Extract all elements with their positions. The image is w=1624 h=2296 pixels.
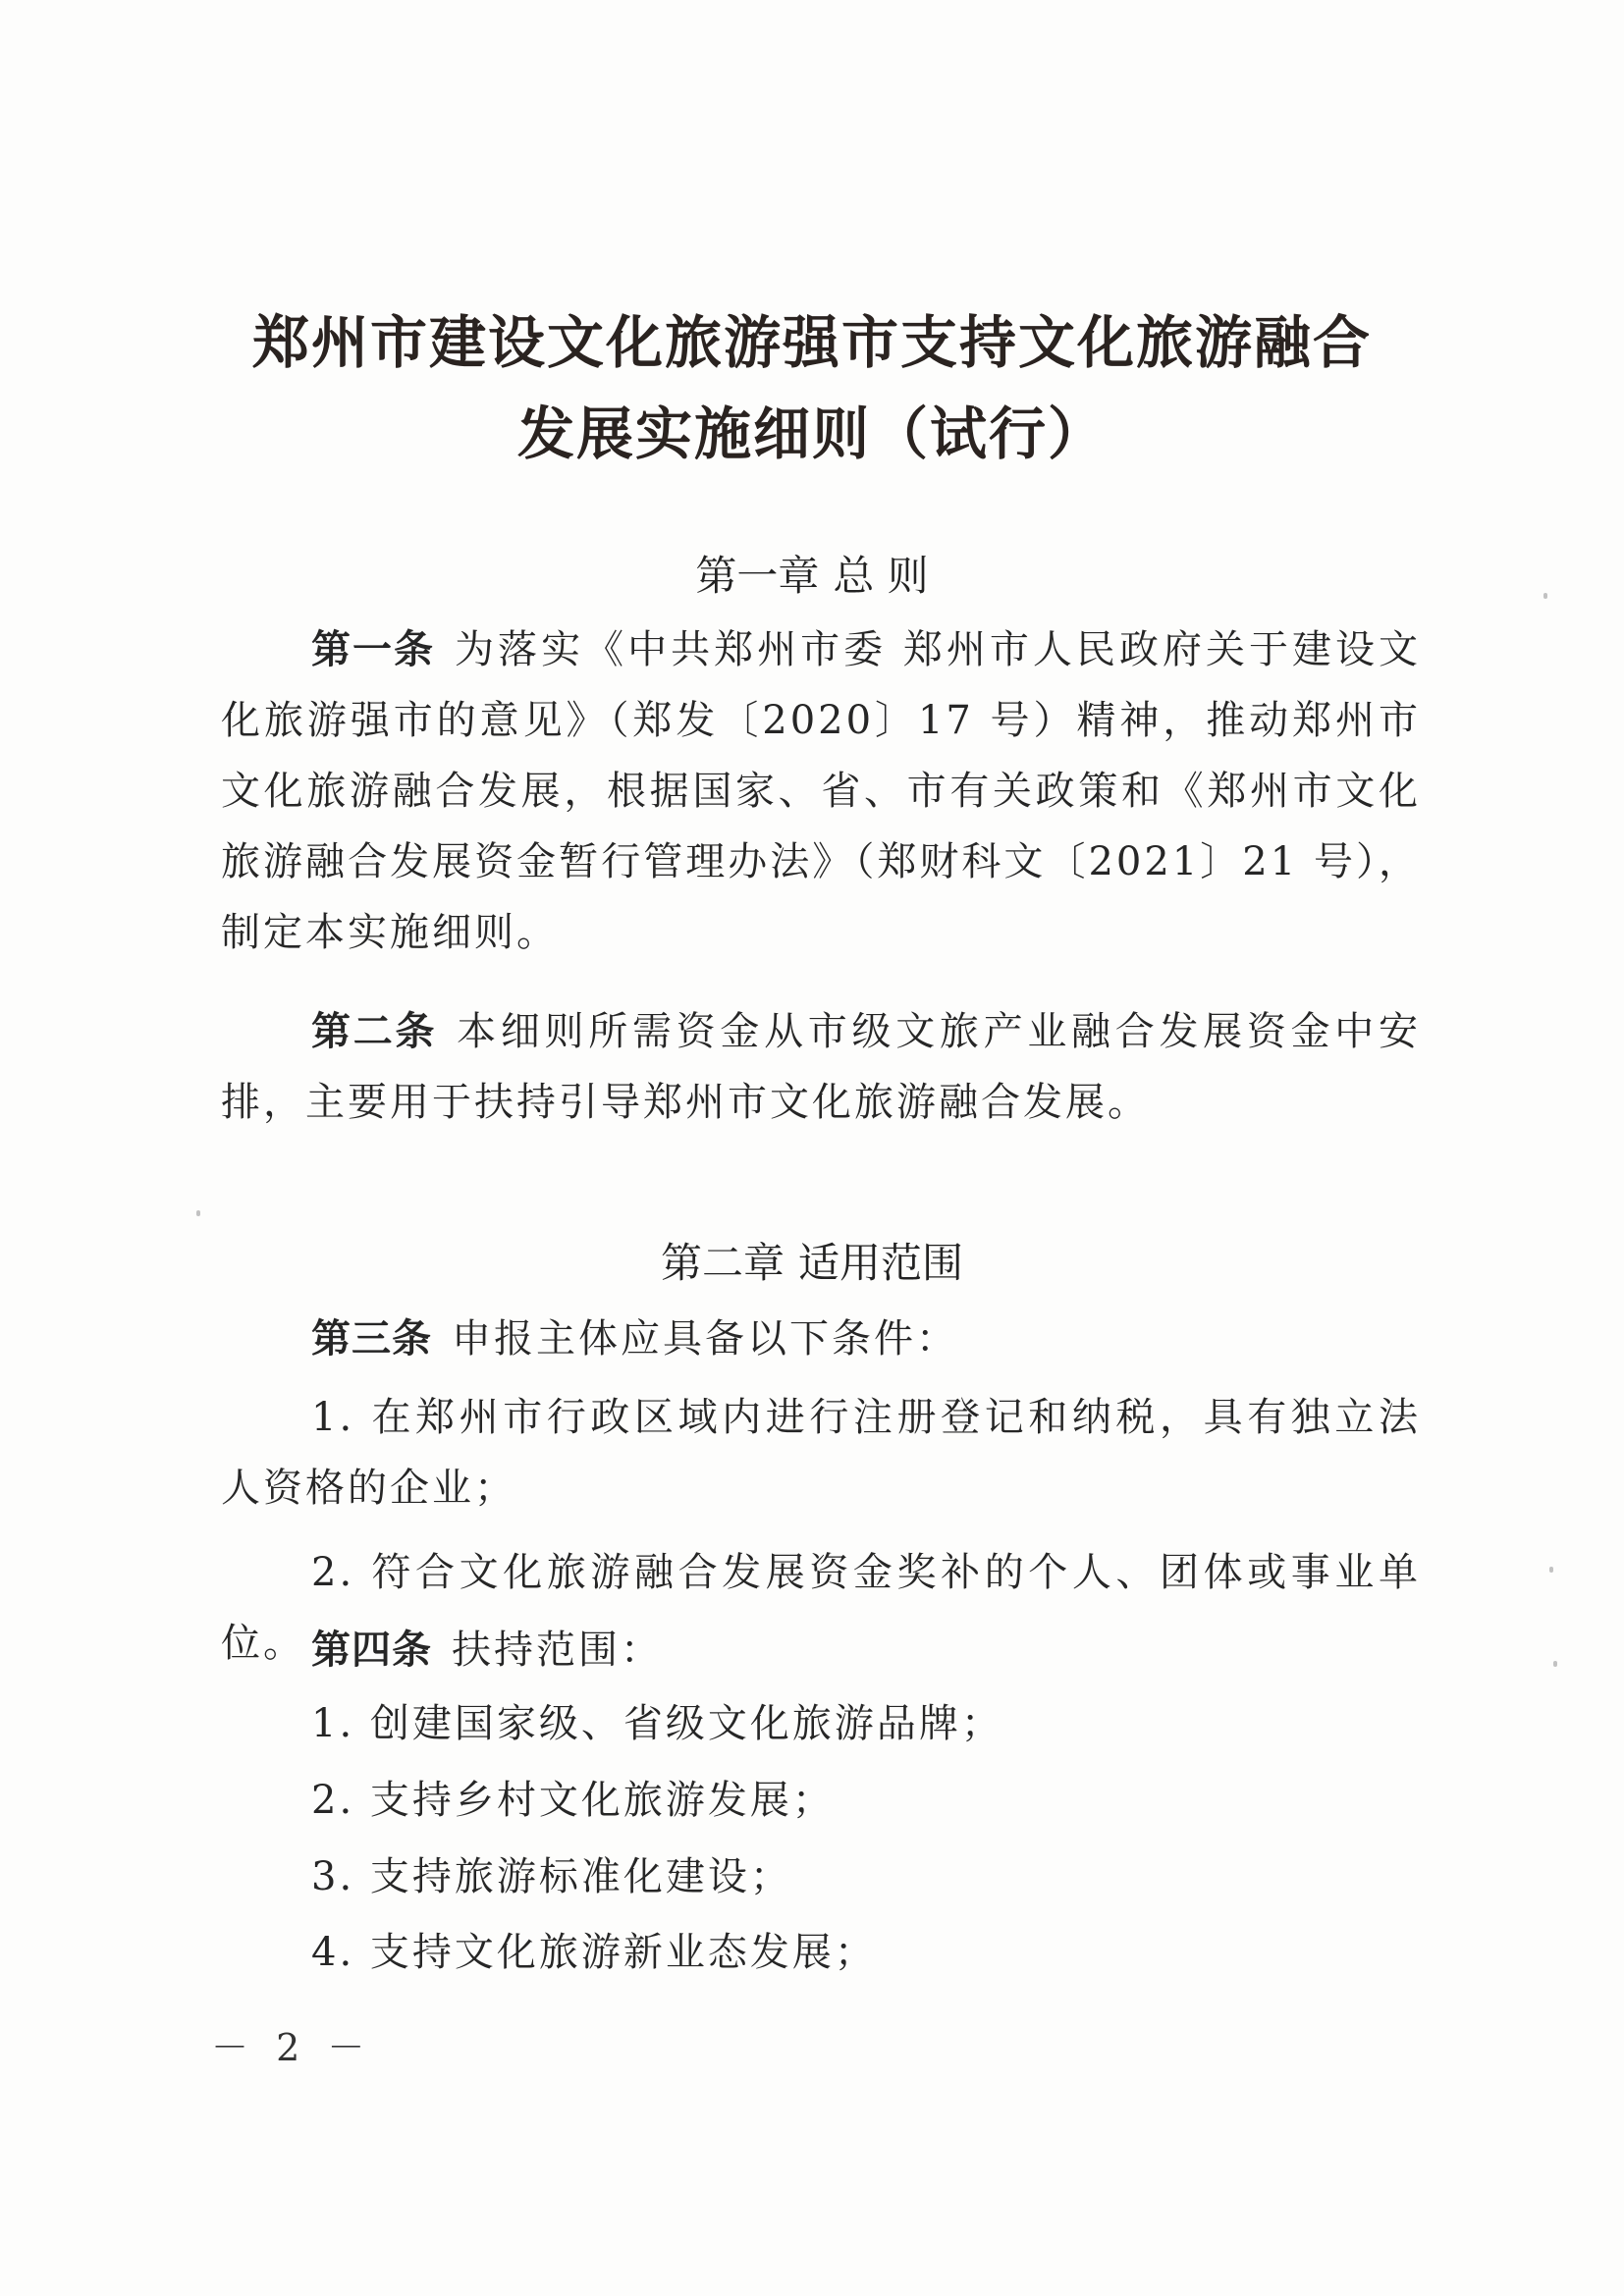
article-3-item-1: 1. 在郑州市行政区域内进行注册登记和纳税，具有独立法人资格的企业； — [221, 1395, 1421, 1511]
article-2-label: 第二条 — [311, 1009, 438, 1054]
article-4 — [221, 1615, 1421, 1685]
scan-speck — [1543, 593, 1547, 599]
article-4-item-2: 2. 支持乡村文化旅游发展； — [311, 1778, 835, 1823]
article-4-item-1: 1. 创建国家级、省级文化旅游品牌； — [311, 1701, 1003, 1746]
article-3-text: 申报主体应具备以下条件： — [452, 1316, 958, 1362]
scan-speck — [1549, 1567, 1553, 1573]
article-1-text: 为落实《中共郑州市委 郑州市人民政府关于建设文化旅游强市的意见》（郑发〔2020〕17 号）精神，推动郑州市文化旅游融合发展，根据国家、省、市有关政策和《郑州市文化旅游融合发展资金暂行管理办法》（郑财科文〔2021〕21 号），制定本实施细则。 — [221, 627, 1422, 955]
article-4-item-3: 3. 支持旅游标准化建设； — [311, 1854, 792, 1899]
article-2 — [221, 996, 1421, 1138]
chapter-1-number: 第一章 — [695, 552, 820, 600]
article-4-item-4: 4. 支持文化旅游新业态发展； — [311, 1930, 877, 1975]
chapter-1-heading — [0, 544, 1624, 603]
article-2-text: 本细则所需资金从市级文旅产业融合发展资金中安排，主要用于扶持引导郑州市文化旅游融合发展。 — [221, 1009, 1421, 1125]
scan-speck — [196, 1210, 200, 1216]
chapter-1-name: 总 则 — [833, 552, 929, 600]
article-3-item-2: 2. 符合文化旅游融合发展资金奖补的个人、团体或事业单位。 — [221, 1550, 1421, 1666]
article-3 — [221, 1304, 1421, 1374]
chapter-2-name: 适用范围 — [798, 1239, 964, 1287]
page-number: － 2 － — [211, 2026, 373, 2069]
article-1-label: 第一条 — [311, 627, 436, 672]
document-title-line-1: 郑州市建设文化旅游强市支持文化旅游融合 — [251, 309, 1372, 376]
article-4-text: 扶持范围： — [452, 1628, 663, 1673]
chapter-2-heading — [0, 1231, 1624, 1290]
document-title-line-2: 发展实施细则（试行） — [516, 400, 1107, 467]
article-4-label: 第四条 — [311, 1628, 432, 1673]
article-1 — [221, 614, 1421, 968]
scan-speck — [1553, 1661, 1557, 1667]
article-3-label: 第三条 — [311, 1316, 432, 1362]
chapter-2-number: 第二章 — [660, 1239, 785, 1287]
